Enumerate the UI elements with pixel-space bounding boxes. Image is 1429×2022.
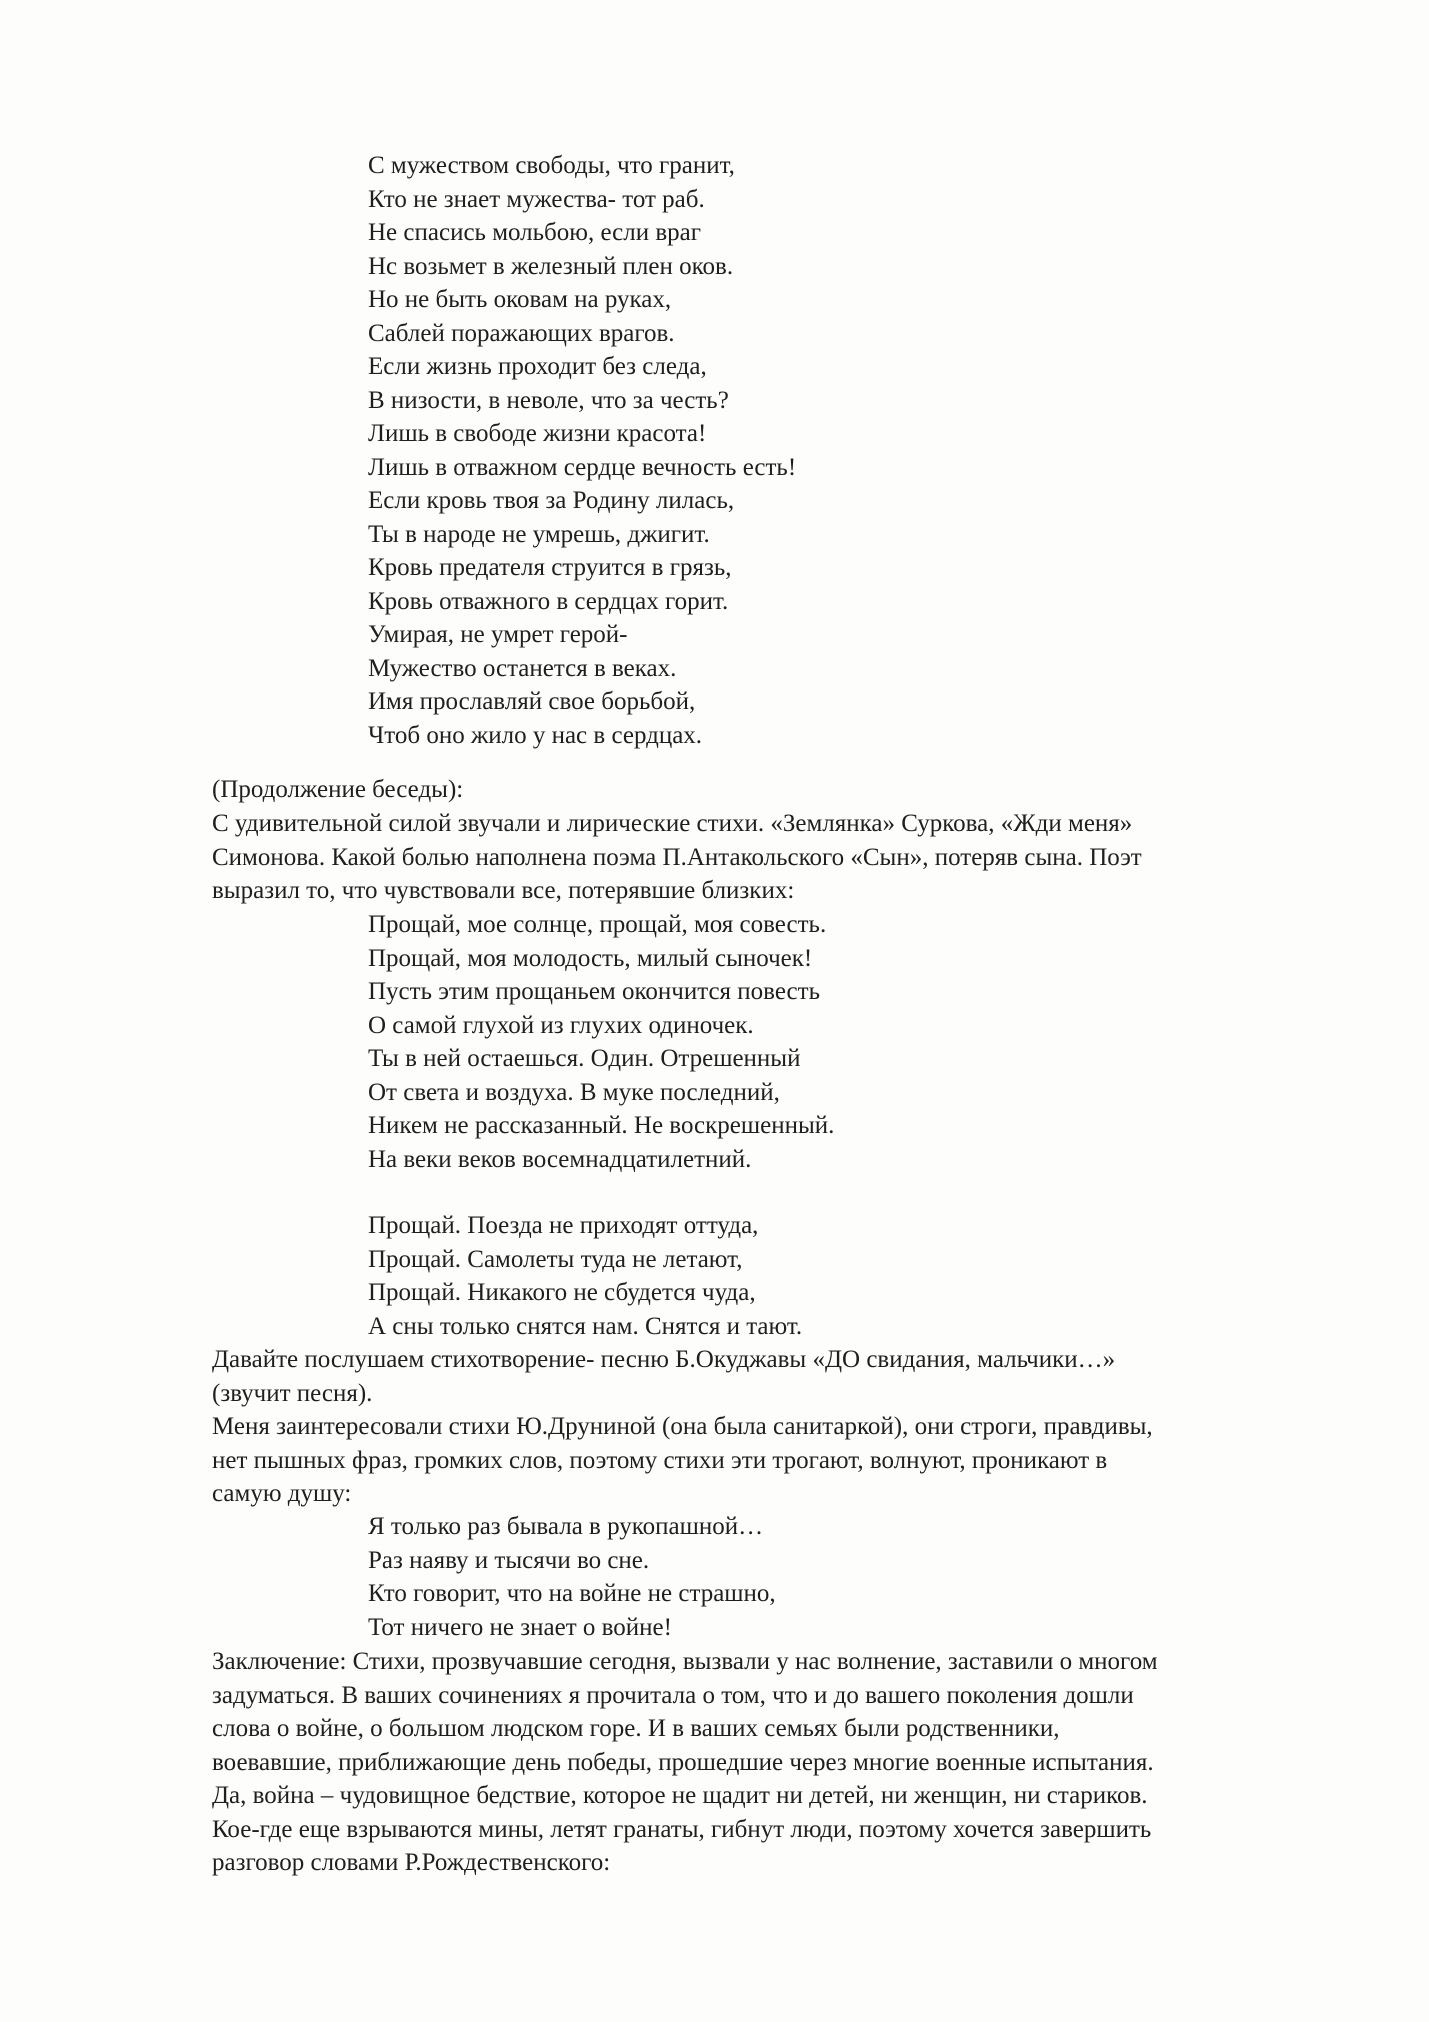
text-line: выразил то, что чувствовали все, потерявшие близких:: [212, 877, 795, 904]
text-line: Лишь в свободе жизни красота!: [368, 420, 707, 447]
text-line: Не спасись мольбою, если враг: [368, 219, 702, 246]
text-line: А сны только снятся нам. Снятся и тают.: [368, 1312, 803, 1340]
text-line: Прощай, моя молодость, милый сыночек!: [368, 944, 813, 972]
text-line: Кто не знает мужества- тот раб.: [368, 185, 705, 213]
text-line: С удивительной силой звучали и лирические стихи. «Землянка» Суркова, «Жди меня»: [212, 810, 1133, 837]
text-line: Прощай, мое солнце, прощай, моя совесть.: [368, 911, 827, 938]
text-line: О самой глухой из глухих одиночек.: [368, 1011, 754, 1039]
text-line: (звучит песня).: [212, 1379, 373, 1407]
text-line: Кровь отважного в сердцах горит.: [368, 587, 729, 615]
text-line: С мужеством свободы, что гранит,: [368, 152, 735, 179]
text-line: В низости, в неволе, что за честь?: [368, 386, 729, 414]
text-line: Имя прославляй свое борьбой,: [368, 688, 696, 715]
text-line: Мужество останется в веках.: [368, 654, 677, 682]
text-line: Пусть этим прощаньем окончится повесть: [368, 978, 820, 1005]
text-line: Никем не рассказанный. Не воскрешенный.: [368, 1112, 835, 1139]
text-line: Да, война – чудовищное бедствие, которое не щадит ни детей, ни женщин, ни стариков.: [212, 1782, 1148, 1809]
text-line: Если жизнь проходит без следа,: [368, 353, 707, 380]
text-line: разговор словами Р.Рождественского:: [212, 1849, 611, 1876]
text-line: задуматься. В ваших сочинениях я прочитала о том, что и до вашего поколения дошли: [212, 1681, 1134, 1709]
text-line: Тот ничего не знает о войне!: [368, 1613, 672, 1641]
text-line: самую душу:: [212, 1480, 352, 1507]
text-line: Лишь в отважном сердце вечность есть!: [368, 453, 797, 481]
text-line: Умирая, не умрет герой-: [368, 621, 628, 648]
text-line: Но не быть оковам на руках,: [368, 286, 672, 313]
text-line: Меня заинтересовали стихи Ю.Друниной (она была санитаркой), они строги, правдивы,: [212, 1413, 1153, 1440]
text-line: Прощай. Поезда не приходят оттуда,: [368, 1212, 759, 1239]
text-line: Я только раз бывала в рукопашной…: [368, 1513, 764, 1540]
text-line: Прощай. Самолеты туда не летают,: [368, 1245, 743, 1273]
text-line: Чтоб оно жило у нас в сердцах.: [368, 721, 703, 749]
text-line: Если кровь твоя за Родину лилась,: [368, 487, 735, 514]
text-line: Симонова. Какой болью наполнена поэма П.Антакольского «Сын», потеряв сына. Поэт: [212, 843, 1142, 871]
text-line: Кое-где еще взрываются мины, летят гранаты, гибнут люди, поэтому хочется завершить: [212, 1815, 1152, 1843]
text-line: Кто говорит, что на войне не страшно,: [368, 1580, 776, 1607]
text-line: слова о войне, о большом людском горе. И в ваших семьях были родственники,: [212, 1715, 1060, 1742]
text-line: Ты в народе не умрешь, джигит.: [368, 520, 710, 548]
text-line: Нс возьмет в железный плен оков.: [368, 252, 734, 280]
text-line: Прощай. Никакого не сбудется чуда,: [368, 1279, 756, 1306]
text-line: нет пышных фраз, громких слов, поэтому стихи эти трогают, волнуют, проникают в: [212, 1446, 1108, 1474]
text-line: Раз наяву и тысячи во сне.: [368, 1546, 650, 1574]
text-line: воевавшие, приближающие день победы, прошедшие через многие военные испытания.: [212, 1748, 1154, 1776]
text-line: От света и воздуха. В муке последний,: [368, 1078, 780, 1106]
text-line: Давайте послушаем стихотворение- песню Б.Окуджавы «ДО свидания, мальчики…»: [212, 1346, 1116, 1373]
text-line: Кровь предателя струится в грязь,: [368, 554, 732, 581]
text-line: Саблей поражающих врагов.: [368, 319, 675, 347]
text-line: Заключение: Стихи, прозвучавшие сегодня, вызвали у нас волнение, заставили о многом: [212, 1648, 1158, 1675]
continuation-heading: (Продолжение беседы):: [212, 776, 464, 803]
text-line: На веки веков восемнадцатилетний.: [368, 1145, 752, 1173]
text-line: Ты в ней остаешься. Один. Отрешенный: [368, 1045, 801, 1072]
